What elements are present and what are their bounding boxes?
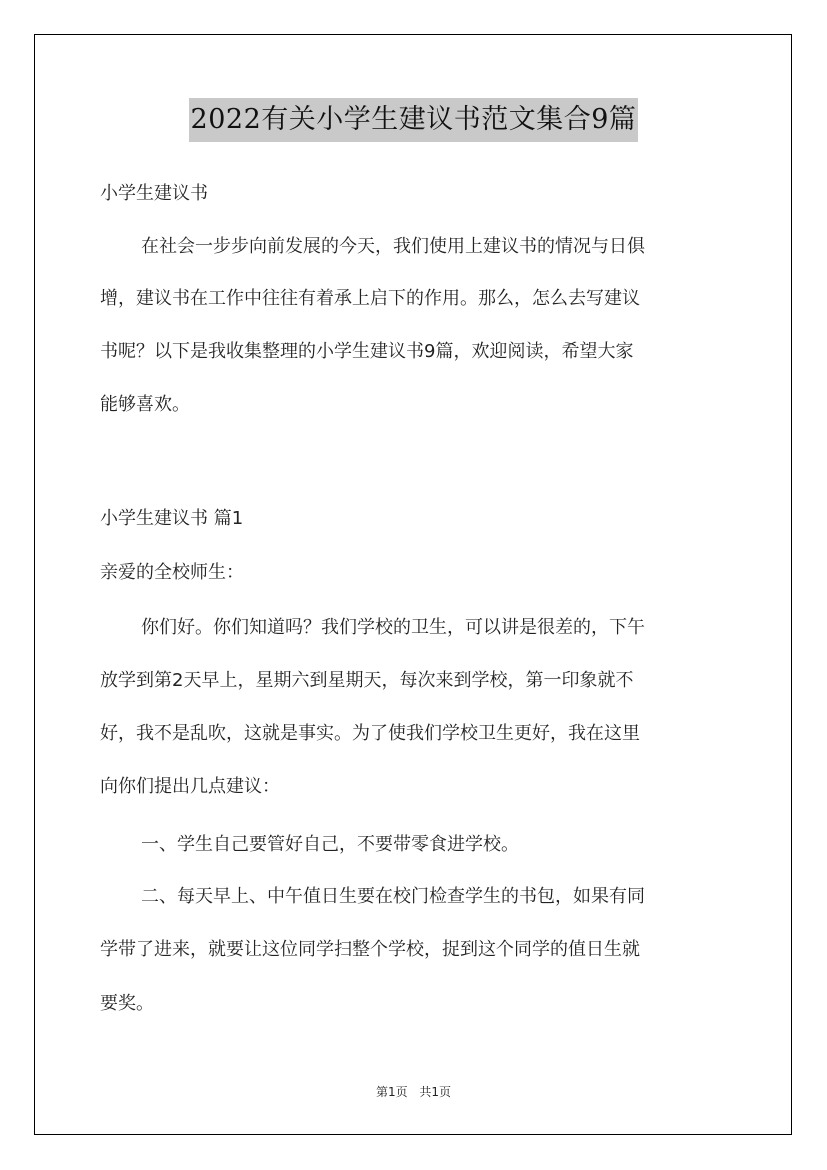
document-title: 2022有关小学生建议书范文集合9篇 [189, 98, 639, 142]
intro-line: 在社会一步步向前发展的今天，我们使用上建议书的情况与日俱 [141, 236, 645, 257]
body-line: 学带了进来，就要让这位同学扫整个学校，捉到这个同学的值日生就 [100, 939, 640, 960]
body-line: 要奖。 [100, 993, 154, 1014]
article-heading: 小学生建议书 篇1 [100, 508, 244, 529]
section-heading: 小学生建议书 [100, 183, 208, 204]
body-line: 一、学生自己要管好自己，不要带零食进学校。 [141, 834, 519, 855]
intro-line: 能够喜欢。 [100, 394, 190, 415]
page-total: 共1页 [419, 1085, 452, 1099]
title-container [0, 98, 827, 142]
body-line: 你们好。你们知道吗？我们学校的卫生，可以讲是很差的，下午 [141, 617, 645, 638]
body-line: 二、每天早上、中午值日生要在校门检查学生的书包，如果有同 [141, 886, 645, 907]
salutation: 亲爱的全校师生： [100, 562, 244, 583]
body-line: 向你们提出几点建议： [100, 776, 280, 797]
page-footer [0, 1083, 827, 1100]
page-number: 第1页 [375, 1085, 408, 1099]
body-line: 好，我不是乱吹，这就是事实。为了使我们学校卫生更好，我在这里 [100, 723, 640, 744]
intro-line: 书呢？以下是我收集整理的小学生建议书9篇，欢迎阅读，希望大家 [100, 341, 634, 362]
body-line: 放学到第2天早上，星期六到星期天，每次来到学校，第一印象就不 [100, 670, 634, 691]
intro-line: 增，建议书在工作中往往有着承上启下的作用。那么，怎么去写建议 [100, 288, 640, 309]
